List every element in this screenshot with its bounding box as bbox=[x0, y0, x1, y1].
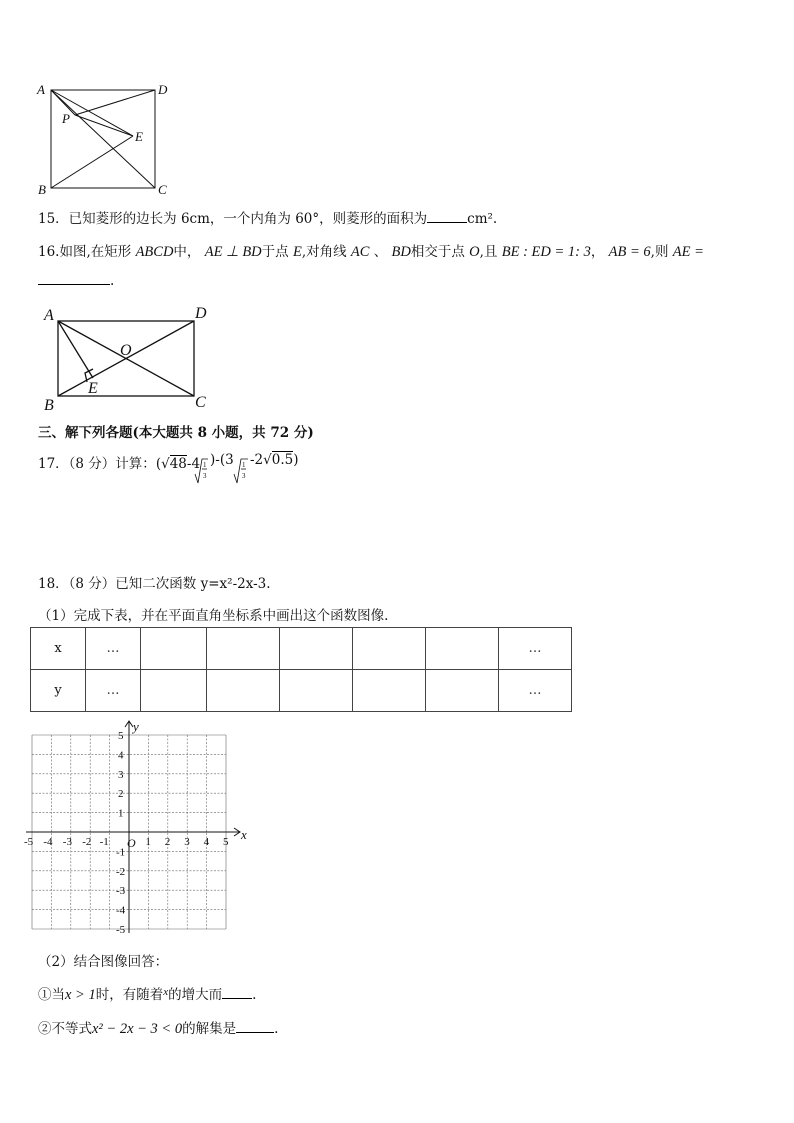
q17-minus2: -2 bbox=[250, 452, 264, 468]
sub2-inequality: x² − 2x − 3 < 0 bbox=[92, 1021, 183, 1037]
label-B: B bbox=[38, 182, 46, 197]
y-tick-label: -2 bbox=[116, 865, 126, 878]
label-A: A bbox=[37, 82, 45, 97]
table-cell[interactable] bbox=[280, 628, 353, 670]
label-B2: B bbox=[44, 397, 54, 414]
x-tick-label: -3 bbox=[62, 836, 72, 848]
sub2-answer-blank[interactable] bbox=[236, 1020, 274, 1033]
sub1-text-b: 时，有随着 bbox=[95, 987, 164, 1003]
figure-square-ape bbox=[34, 82, 169, 197]
y-tick-label: 5 bbox=[118, 730, 124, 742]
q16-ratio: BE : ED = 1: 3 bbox=[501, 244, 591, 260]
y-tick-label: -1 bbox=[116, 846, 126, 859]
y-tick-label: -5 bbox=[116, 924, 126, 936]
frac-num-1: 1 bbox=[203, 461, 207, 469]
q16-condition: AE ⊥ BD bbox=[204, 244, 262, 260]
y-tick-label: 3 bbox=[118, 768, 124, 781]
row-x-header: x bbox=[31, 628, 86, 670]
q15-unit: cm². bbox=[467, 211, 498, 227]
question-16 bbox=[38, 240, 704, 261]
table-cell: … bbox=[86, 628, 141, 670]
label-O2: O bbox=[120, 342, 132, 359]
label-C: C bbox=[158, 182, 167, 197]
y-tick-label: 1 bbox=[118, 807, 124, 820]
table-cell[interactable] bbox=[353, 670, 426, 712]
question-18: 18．（8 分）已知二次函数 y=x²-2x-3. bbox=[38, 576, 271, 592]
table-cell[interactable] bbox=[353, 628, 426, 670]
value-table bbox=[30, 627, 572, 712]
q17-close-open: )-(3 bbox=[210, 452, 234, 468]
q18-sub-1 bbox=[38, 983, 256, 1004]
q16-end: . bbox=[110, 273, 115, 289]
table-cell[interactable] bbox=[141, 670, 207, 712]
row-y-header: y bbox=[31, 670, 86, 712]
table-cell: … bbox=[86, 670, 141, 712]
y-tick-label: -4 bbox=[116, 904, 126, 917]
q16-point-o: O bbox=[469, 244, 480, 260]
x-tick-label: 1 bbox=[145, 836, 151, 848]
label-D2: D bbox=[195, 305, 207, 322]
table-cell[interactable] bbox=[141, 628, 207, 670]
label-E2: E bbox=[88, 380, 98, 397]
q16-bd: BD bbox=[391, 244, 411, 260]
label-C2: C bbox=[195, 394, 206, 411]
sub1-var: x bbox=[163, 986, 169, 998]
sqrt-48: √48 bbox=[161, 456, 187, 472]
q17-rest bbox=[210, 452, 234, 468]
q15-text: 15．已知菱形的边长为 6cm，一个内角为 60°，则菱形的面积为 bbox=[38, 211, 428, 227]
sqrt-05: √0.5 bbox=[263, 452, 294, 468]
q16-ac: AC bbox=[350, 244, 370, 260]
q16-text-5: 相交于点 bbox=[410, 244, 465, 260]
x-tick-label: -5 bbox=[24, 836, 34, 848]
q16-rect: ABCD bbox=[135, 244, 174, 260]
table-cell[interactable] bbox=[426, 628, 499, 670]
table-cell: … bbox=[499, 670, 572, 712]
q16-text-7: ， bbox=[590, 244, 605, 260]
label-A2: A bbox=[44, 307, 54, 324]
table-cell: … bbox=[499, 628, 572, 670]
q16-text-3: 于点 bbox=[261, 244, 289, 260]
q16-sep: 、 bbox=[373, 244, 388, 260]
label-D: D bbox=[158, 82, 168, 97]
table-cell[interactable] bbox=[207, 670, 280, 712]
q15-answer-blank[interactable] bbox=[427, 210, 467, 223]
sub1-end: . bbox=[252, 987, 257, 1003]
x-tick-label: 3 bbox=[184, 836, 190, 848]
sub1-text-c: 的增大而 bbox=[168, 987, 223, 1003]
q17-label: 17．（8 分）计算： bbox=[38, 456, 156, 472]
table-cell[interactable] bbox=[426, 670, 499, 712]
sub2-end: . bbox=[274, 1021, 279, 1037]
sub1-text-a: ①当 bbox=[38, 987, 65, 1003]
y-axis-label: y bbox=[133, 719, 139, 734]
q17-close: ) bbox=[293, 452, 299, 468]
y-tick-label: 4 bbox=[118, 749, 124, 762]
x-axis-label: x bbox=[241, 827, 247, 842]
q16-text-4: ,对角线 bbox=[301, 244, 347, 260]
table-row bbox=[31, 628, 572, 670]
q16-ae: AE = bbox=[672, 244, 704, 260]
origin-label: O bbox=[127, 836, 136, 850]
question-15 bbox=[38, 207, 497, 227]
q18-sub-2 bbox=[38, 1017, 278, 1038]
x-tick-label: -1 bbox=[99, 836, 109, 848]
q16-text-1: 16.如图,在矩形 bbox=[38, 244, 132, 260]
q16-text-8: ,则 bbox=[650, 244, 669, 260]
sub2-text-a: ②不等式 bbox=[38, 1021, 92, 1037]
q17-minus4: -4 bbox=[186, 456, 201, 472]
question-17 bbox=[38, 452, 200, 472]
q18-part-1: （1）完成下表，并在平面直角坐标系中画出这个函数图像. bbox=[38, 608, 389, 624]
sub2-text-b: 的解集是 bbox=[182, 1021, 237, 1037]
q17-rad-05: 0.5 bbox=[271, 452, 294, 468]
x-tick-label: -4 bbox=[43, 836, 53, 848]
x-tick-label: -2 bbox=[82, 836, 92, 848]
q16-answer-line bbox=[38, 272, 114, 289]
q17-open: ( bbox=[155, 456, 162, 472]
x-tick-label: 2 bbox=[164, 836, 171, 848]
frac-den-1: 3 bbox=[203, 472, 207, 480]
table-cell[interactable] bbox=[207, 628, 280, 670]
q16-text-2: 中， bbox=[173, 244, 201, 260]
x-tick-label: 5 bbox=[223, 836, 229, 848]
q16-answer-blank[interactable] bbox=[38, 272, 110, 285]
section-3-title: 三、解下列各题(本大题共 8 小题，共 72 分) bbox=[38, 425, 314, 441]
x-tick-label: 4 bbox=[203, 836, 210, 848]
q16-point-e: E bbox=[292, 244, 302, 260]
frac-den-2: 3 bbox=[242, 472, 246, 480]
q16-text-6: ,且 bbox=[479, 244, 498, 260]
y-tick-label: -3 bbox=[116, 885, 126, 898]
figure-rectangle-abcd bbox=[40, 300, 215, 415]
label-E: E bbox=[135, 129, 143, 144]
sub1-condition: x > 1 bbox=[65, 987, 96, 1003]
sub1-answer-blank[interactable] bbox=[222, 986, 252, 999]
coordinate-grid[interactable] bbox=[24, 712, 265, 944]
q17-rad-48: 48 bbox=[169, 456, 187, 472]
q18-part-2: （2）结合图像回答： bbox=[38, 954, 169, 970]
frac-num-2: 1 bbox=[242, 461, 246, 469]
label-P: P bbox=[62, 111, 70, 126]
q17-rest-2 bbox=[250, 452, 299, 468]
table-row bbox=[31, 670, 572, 712]
q16-ab: AB = 6 bbox=[608, 244, 651, 260]
table-cell[interactable] bbox=[280, 670, 353, 712]
y-tick-label: 2 bbox=[118, 788, 124, 801]
